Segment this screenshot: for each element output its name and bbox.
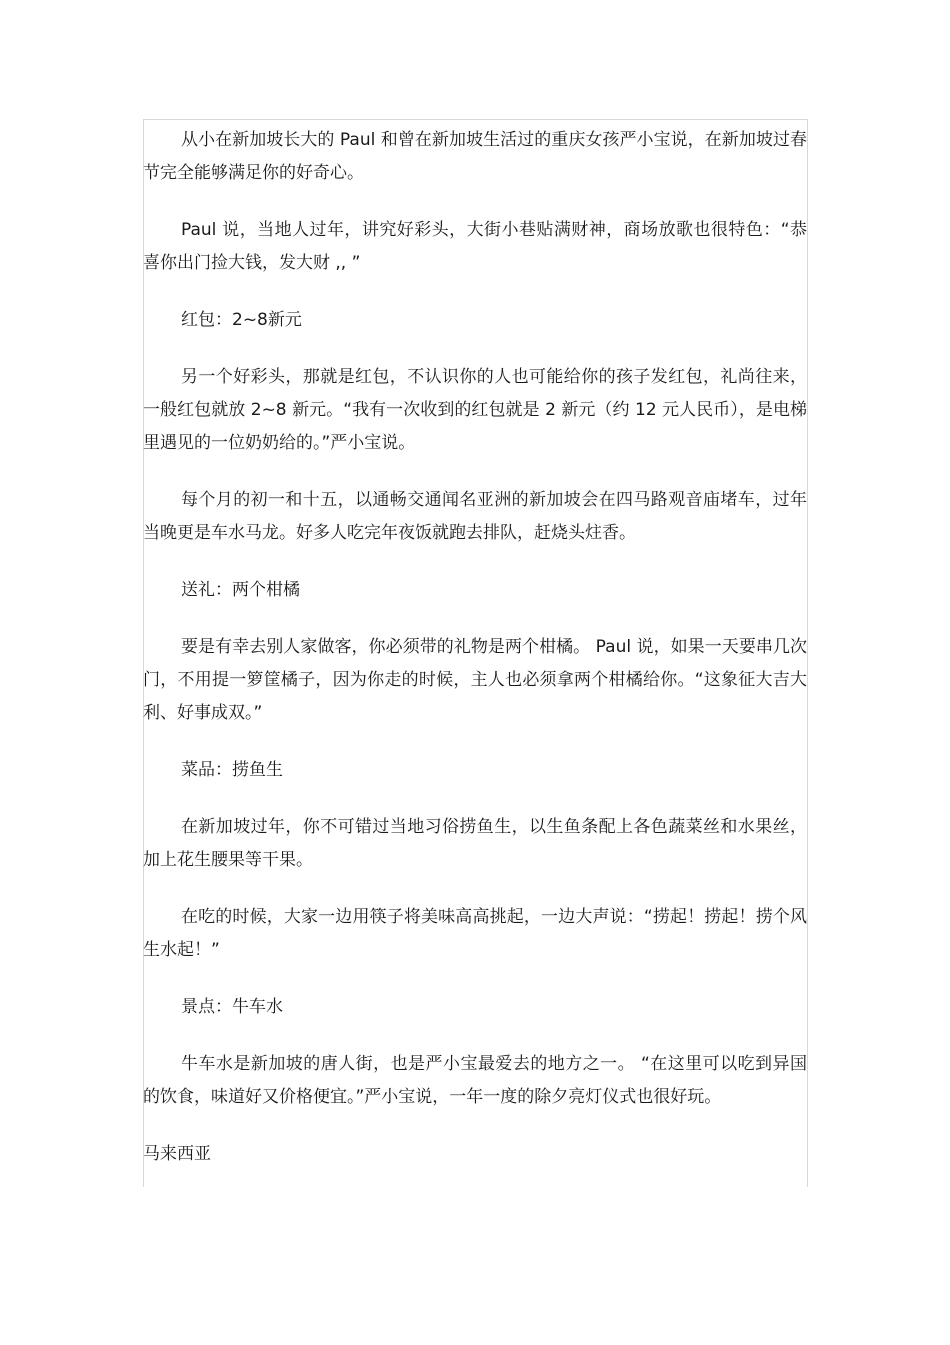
section-title-malaysia: 马来西亚 <box>143 1144 211 1164</box>
paragraph-temple: 每个月的初一和十五，以通畅交通闻名亚洲的新加坡会在四马路观音庙堵车，过年当晚更是车水马龙。好多人吃完年夜饭就跑去排队，赶烧头炷香。 <box>143 490 807 543</box>
subheading-gifts: 送礼：两个柑橘 <box>181 580 300 600</box>
subheading-sight: 景点：牛车水 <box>181 997 283 1017</box>
paragraph-lohei: 在吃的时候，大家一边用筷子将美味高高挑起，一边大声说：“捞起！捞起！捞个风生水起！” <box>143 907 807 960</box>
paragraph-chinatown: 牛车水是新加坡的唐人街，也是严小宝最爱去的地方之一。 “在这里可以吃到异国的饮食，味道好又价格便宜。”严小宝说，一年一度的除夕亮灯仪式也很好玩。 <box>143 1054 807 1107</box>
paragraph-paul-luck: Paul 说，当地人过年，讲究好彩头，大街小巷贴满财神，商场放歌也很特色：“恭喜你出门捡大钱，发大财 ,, ” <box>143 220 807 273</box>
paragraph-red-envelope: 另一个好彩头，那就是红包，不认识你的人也可能给你的孩子发红包，礼尚往来，一般红包就放 2~8 新元。“我有一次收到的红包就是 2 新元（约 12 元人民币），是电梯里遇见的一位奶奶给的。”严小宝说。 <box>143 367 807 453</box>
paragraph-gifts: 要是有幸去别人家做客，你必须带的礼物是两个柑橘。 Paul 说，如果一天要串几次门，不用提一箩筐橘子，因为你走的时候，主人也必须拿两个柑橘给你。“这象征大吉大利、好事成双。” <box>143 637 807 723</box>
paragraph-intro: 从小在新加坡长大的 Paul 和曾在新加坡生活过的重庆女孩严小宝说，在新加坡过春节完全能够满足你的好奇心。 <box>143 130 807 183</box>
document-body <box>143 124 807 1195</box>
subheading-red-envelope: 红包：2~8新元 <box>181 310 302 330</box>
paragraph-yusheng: 在新加坡过年，你不可错过当地习俗捞鱼生，以生鱼条配上各色蔬菜丝和水果丝，加上花生腰果等干果。 <box>143 817 807 870</box>
subheading-dish: 菜品：捞鱼生 <box>181 760 283 780</box>
